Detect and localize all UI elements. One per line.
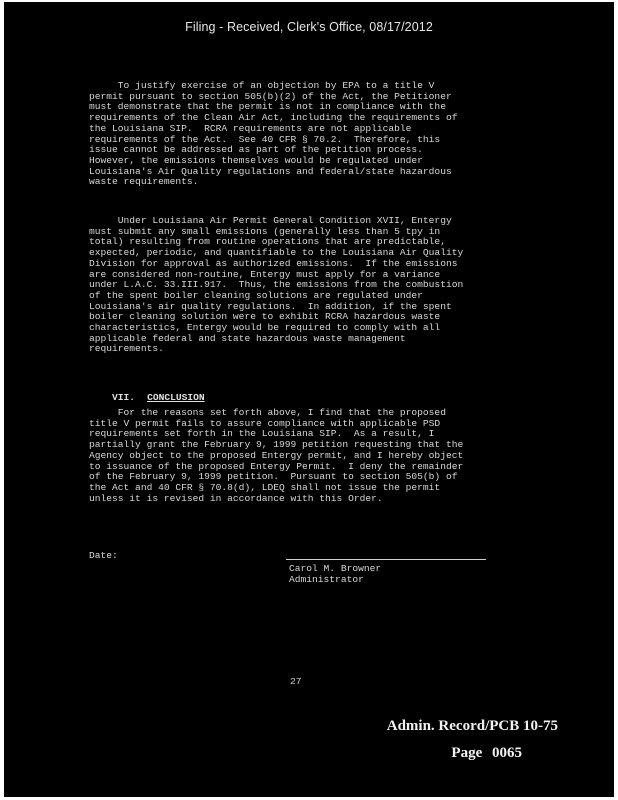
signer-title: Administrator: [289, 574, 364, 585]
document-page: [4, 2, 614, 797]
record-page-stamp: Page 0065: [451, 745, 522, 761]
signer-name: Carol M. Browner: [289, 563, 382, 574]
filing-header: Filing - Received, Clerk's Office, 08/17/2012: [185, 20, 433, 34]
paragraph-rcra-objection: To justify exercise of an objection by EPA to a title V permit pursuant to section 505(b)(2) of the Act, the Petitioner must demonstrate that the permit is not in compliance with the requirements of the Clean Air Act, including the requirements of the Louisiana SIP. RCRA requirements are not applicable requirements of the Act. See 40 CFR § 70.2. Therefore, this issue cannot be addressed as part of the petition process. However, the emissions themselves would be regulated under Louisiana's Air Quality regulations and federal/state hazardous waste requirements.: [89, 80, 458, 188]
admin-record-stamp: Admin. Record/PCB 10-75: [386, 718, 558, 734]
paragraph-general-condition: Under Louisiana Air Permit General Condition XVII, Entergy must submit any small emissions (generally less than 5 tpy in total) resulting from routine operations that are predictable, expected, periodic, and quantifiable to the Louisiana Air Quality Division for approval as authorized emissions. If the emissions are considered non-routine, Entergy must apply for a variance under L.A.C. 33.III.917. Thus, the emissions from the combustion of the spent boiler cleaning solutions are regulated under Louisiana's air quality regulations. In addition, if the spent boiler cleaning solution were to exhibit RCRA hazardous waste characteristics, Entergy would be required to comply with all applicable federal and state hazardous waste management requirements.: [89, 215, 464, 355]
signature-line: [286, 559, 486, 560]
page-number: 27: [290, 676, 302, 687]
date-label: Date:: [89, 550, 118, 561]
paragraph-conclusion: For the reasons set forth above, I find that the proposed title V permit fails to assure compliance with applicable PSD requirements set forth in the Louisiana SIP. As a result, I partially grant the February 9, 1999 petition requesting that the Agency object to the proposed Entergy permit, and I hereby object to issuance of the proposed Entergy Permit. I deny the remainder of the February 9, 1999 petition. Pursuant to section 505(b) of the Act and 40 CFR § 70.8(d), LDEQ shall not issue the permit unless it is revised in accordance with this Order.: [89, 407, 464, 504]
section-title: CONCLUSION: [147, 392, 205, 403]
section-number: VII.: [112, 392, 136, 403]
